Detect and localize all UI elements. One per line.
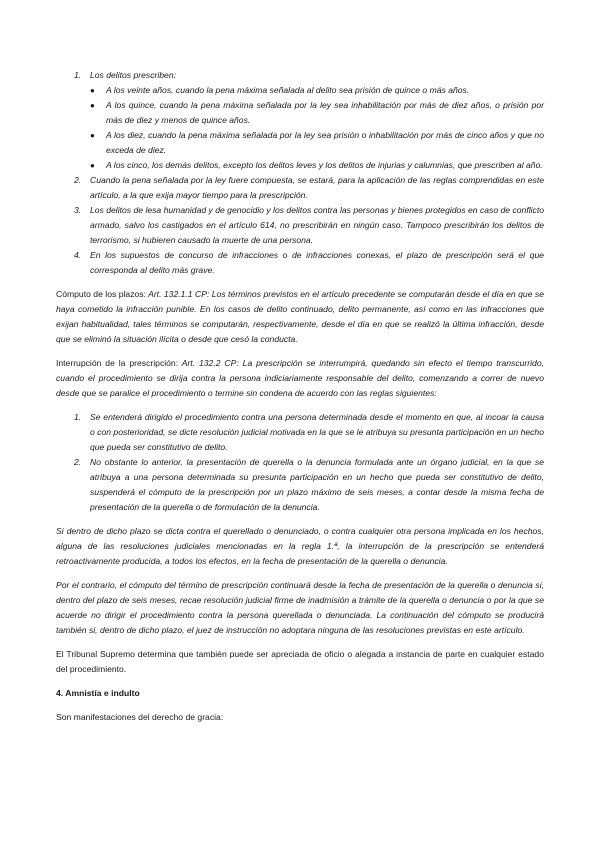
bullet-text: A los diez, cuando la pena máxima señalada por la ley sea prisión o inhabilitación por más de cinco años y que no exceda de diez.	[106, 130, 544, 155]
grace-paragraph: Son manifestaciones del derecho de gracia:	[56, 712, 224, 722]
continuation-paragraph: Por el contrario, el cómputo del término de prescripción continuará desde la fecha de presentación de la querella o denuncia si, dentro del plazo de seis meses, recae resolución judicial firme de inadmisión a trámite de la querella o denuncia o por la que se acuerde no dirigir el procedimiento contra la persona querellada o denunciada. La continuación del cómputo se producirá también si, dentro de dicho plazo, el juez de instrucción no adoptara ninguna de las resoluciones previstas en este artículo.	[56, 580, 544, 635]
list-item	[56, 203, 544, 248]
computo-text: Art. 132.1.1 CP: Los términos previstos en el artículo precedente se computarán desde el día en que se haya cometido la infracción punible. En los casos de delito continuado, delito permanente, así como en las infracciones que exijan habitualidad, tales términos se computarán, respectivamente, desde el día en que se realizó la última infracción, desde que se eliminó la situación ilícita o desde que cesó la conducta.	[56, 289, 544, 344]
bullet-icon: ●	[90, 101, 95, 110]
list-text: En los supuestos de concurso de infracciones o de infracciones conexas, el plazo de prescripción será el que corresponda al delito más grave.	[90, 250, 544, 275]
bullet-text: A los cinco, los demás delitos, excepto los delitos leves y los delitos de injurias y calumnias, que prescriben al año.	[106, 160, 543, 170]
section-heading-text: 4. Amnistía e indulto	[56, 688, 140, 698]
bullet-icon: ●	[90, 131, 95, 140]
prescription-terms-list	[56, 83, 544, 173]
list-item	[56, 410, 544, 455]
list-item	[56, 128, 544, 158]
list-text: Cuando la pena señalada por la ley fuere compuesta, se estará, para la aplicación de las reglas comprendidas en este artículo, a la que exija mayor tiempo para la prescripción.	[90, 175, 544, 200]
bullet-icon: ●	[90, 86, 95, 95]
prescription-rules-list	[56, 68, 544, 278]
list-item	[56, 248, 544, 278]
list-item	[56, 83, 544, 98]
list-number: 1.	[74, 412, 82, 422]
interrupcion-text: Art. 132.2 CP: La prescripción se interrumpirá, quedando sin efecto el tiempo transcurrido, cuando el procedimiento se dirija contra la persona indiciariamente responsable del delito, comenzando a correr de nuevo desde que se paralice el procedimiento o termine sin condena de acuerdo con las reglas siguientes:	[56, 358, 544, 398]
document-body	[56, 68, 544, 725]
list-item	[56, 158, 544, 173]
interruption-rules-list	[56, 410, 544, 515]
list-item	[56, 173, 544, 203]
list-number: 2.	[74, 175, 82, 185]
interrupcion-label: Interrupción de la prescripción:	[56, 358, 179, 368]
list-number: 3.	[74, 205, 82, 215]
list-number: 2.	[74, 457, 82, 467]
bullet-text: A los veinte años, cuando la pena máxima señalada al delito sea prisión de quince o más años.	[106, 85, 470, 95]
bullet-icon: ●	[90, 161, 95, 170]
list-text: Los delitos de lesa humanidad y de genocidio y los delitos contra las personas y bienes protegidos en caso de conflicto armado, salvo los castigados en el artículo 614, no prescribirán en ningún caso. Tampoco prescribirán los delitos de terrorismo, si hubieren causado la muerte de una persona.	[90, 205, 544, 245]
list-number: 4.	[74, 250, 82, 260]
interrupcion-paragraph	[56, 356, 544, 401]
list-text: Se entenderá dirigido el procedimiento contra una persona determinada desde el momento en que, al incoar la causa o con posterioridad, se dicte resolución judicial motivada en la que se le atribuya su presunta participación en un hecho que pueda ser constitutivo de delito.	[90, 412, 544, 452]
list-item	[56, 98, 544, 128]
tribunal-paragraph: El Tribunal Supremo determina que también puede ser apreciada de oficio o alegada a instancia de parte en cualquier estado del procedimiento.	[56, 649, 544, 674]
computo-paragraph	[56, 287, 544, 347]
retroactive-paragraph: Si dentro de dicho plazo se dicta contra el querellado o denunciado, o contra cualquier otra persona implicada en los hechos, alguna de las resoluciones judiciales mencionadas en la regla 1.ª, la interrupción de la prescripción se entenderá retroactivamente producida, a todos los efectos, en la fecha de presentación de la querella o denuncia.	[56, 526, 544, 566]
list-text: No obstante lo anterior, la presentación de querella o la denuncia formulada ante un órgano judicial, en la que se atribuya a una persona determinada su presunta participación en un hecho que pueda ser constitutivo de delito, suspenderá el cómputo de la prescripción por un plazo máximo de seis meses, a contar desde la misma fecha de presentación de la querella o de formulación de la denuncia.	[90, 457, 544, 512]
list-number: 1.	[74, 70, 82, 80]
section-heading	[56, 686, 544, 701]
list-item	[56, 455, 544, 515]
computo-label: Cómputo de los plazos:	[56, 289, 146, 299]
list-item	[56, 68, 544, 83]
list-text: Los delitos prescriben:	[90, 70, 176, 80]
bullet-text: A los quince, cuando la pena máxima señalada por la ley sea inhabilitación por más de diez años, o prisión por más de diez y menos de quince años.	[106, 100, 544, 125]
